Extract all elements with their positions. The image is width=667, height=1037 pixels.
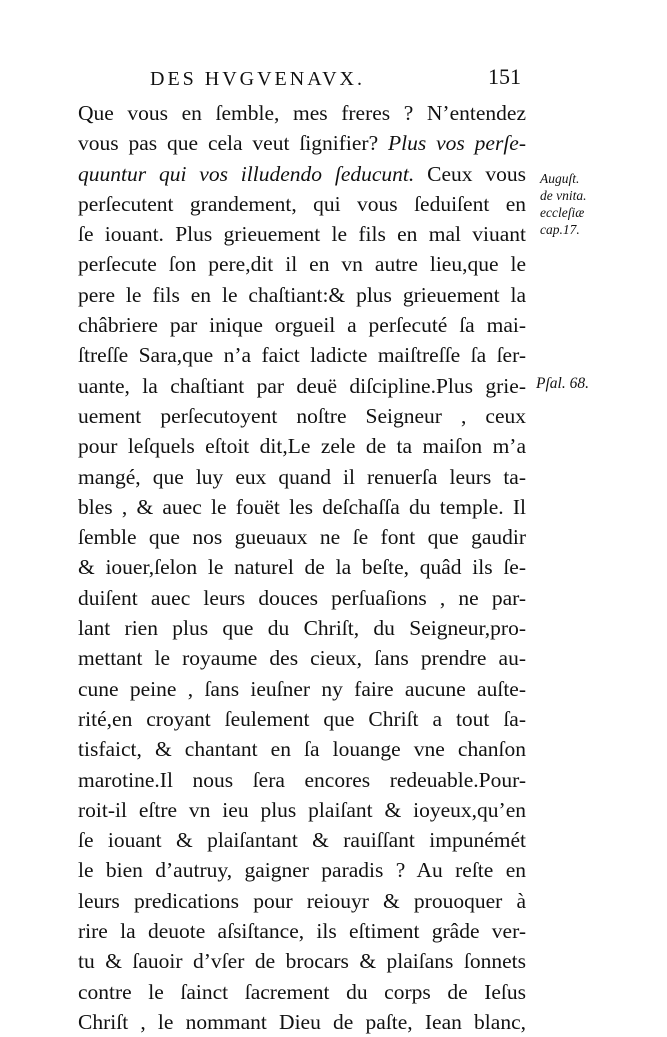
text-line: bles , & auec le fouët les deſchaſſa du temple. Il — [78, 494, 526, 519]
text-line: mettant le royaume des cieux, ſans prendre au- — [78, 646, 526, 671]
text-line: tu & ſauoir d’vſer de brocars & plaiſans ſonnets — [78, 949, 526, 974]
text-line: pour leſquels eſtoit dit,Le zele de ta maiſon m’a — [78, 434, 526, 459]
text-line: & iouer,ſelon le naturel de la beſte, quâd ils ſe- — [78, 555, 526, 580]
text-line: perſecute ſon pere,dit il en vn autre lieu,que le — [78, 252, 526, 277]
text-line — [78, 128, 526, 158]
text-line-roman: Ceux vous — [427, 161, 526, 186]
text-line: ſe iouant & plaiſantant & rauiſſant impunémét — [78, 828, 526, 853]
text-line: leurs predications pour reiouyr & prouoquer à — [78, 888, 526, 913]
running-head: DES HVGVENAVX. — [150, 68, 365, 90]
margin-note-line: cap.17. — [540, 222, 580, 237]
page-number: 151 — [488, 64, 521, 89]
margin-note-line: Auguſt. — [540, 171, 580, 186]
text-line: uante, la chaſtiant par deuë diſcipline.Plus grie- — [78, 373, 526, 398]
latin-quote: Plus vos perſe- — [388, 131, 526, 156]
text-line: le bien d’autruy, gaigner paradis ? Au reſte en — [78, 858, 526, 883]
text-line: mangé, que luy eux quand il renuerſa leurs ta- — [78, 464, 526, 489]
text-line: lant rien plus que du Chriſt, du Seigneur,pro- — [78, 616, 526, 641]
text-line: rire la deuote aſsiſtance, ils eſtiment grâde ver- — [78, 919, 526, 944]
text-line: pere le fils en le chaſtiant:& plus grieuement la — [78, 282, 526, 307]
text-line: ſe iouant. Plus grieuement le fils en mal viuant — [78, 222, 526, 247]
text-line: tisfaict, & chantant en ſa louange vne chanſon — [78, 737, 526, 762]
text-line: Que vous en ſemble, mes freres ? N’entendez — [78, 101, 526, 125]
body-text — [78, 98, 526, 1037]
text-line: Chriſt , le nommant Dieu de paſte, Iean blanc, — [78, 1009, 526, 1034]
text-line: contre le ſainct ſacrement du corps de Ieſus — [78, 979, 526, 1004]
margin-note-line: de vnita. — [540, 188, 587, 203]
margin-note-augustine — [540, 170, 587, 238]
text-line: duiſent auec leurs douces perſuaſions , ne par- — [78, 585, 526, 610]
text-line: perſecutent grandement, qui vous ſeduiſent en — [78, 191, 526, 216]
text-line: ſtreſſe Sara,que n’a faict ladicte maiſtreſſe ſa ſer- — [78, 343, 526, 368]
text-line: marotine.Il nous ſera encores redeuable.Pour- — [78, 767, 526, 792]
margin-note-line: eccleſiæ — [540, 205, 585, 220]
text-line — [78, 159, 526, 189]
text-line: rité,en croyant ſeulement que Chriſt a tout ſa- — [78, 706, 526, 731]
text-line: châbriere par inique orgueil a perſecuté ſa mai- — [78, 313, 526, 338]
text-line: cune peine , ſans ieuſner ny faire aucune auſte- — [78, 676, 526, 701]
text-line: roit-il eſtre vn ieu plus plaiſant & ioyeux,qu’en — [78, 797, 526, 822]
text-line-roman: vous pas que cela veut ſignifier? — [78, 131, 389, 156]
text-line: ſemble que nos gueuaux ne ſe font que gaudir — [78, 525, 526, 550]
latin-quote: quuntur qui vos illudendo ſeducunt. — [78, 161, 415, 186]
margin-note-psalm: Pſal. 68. — [536, 375, 589, 392]
text-line: uement perſecutoyent noſtre Seigneur , ceux — [78, 403, 526, 428]
